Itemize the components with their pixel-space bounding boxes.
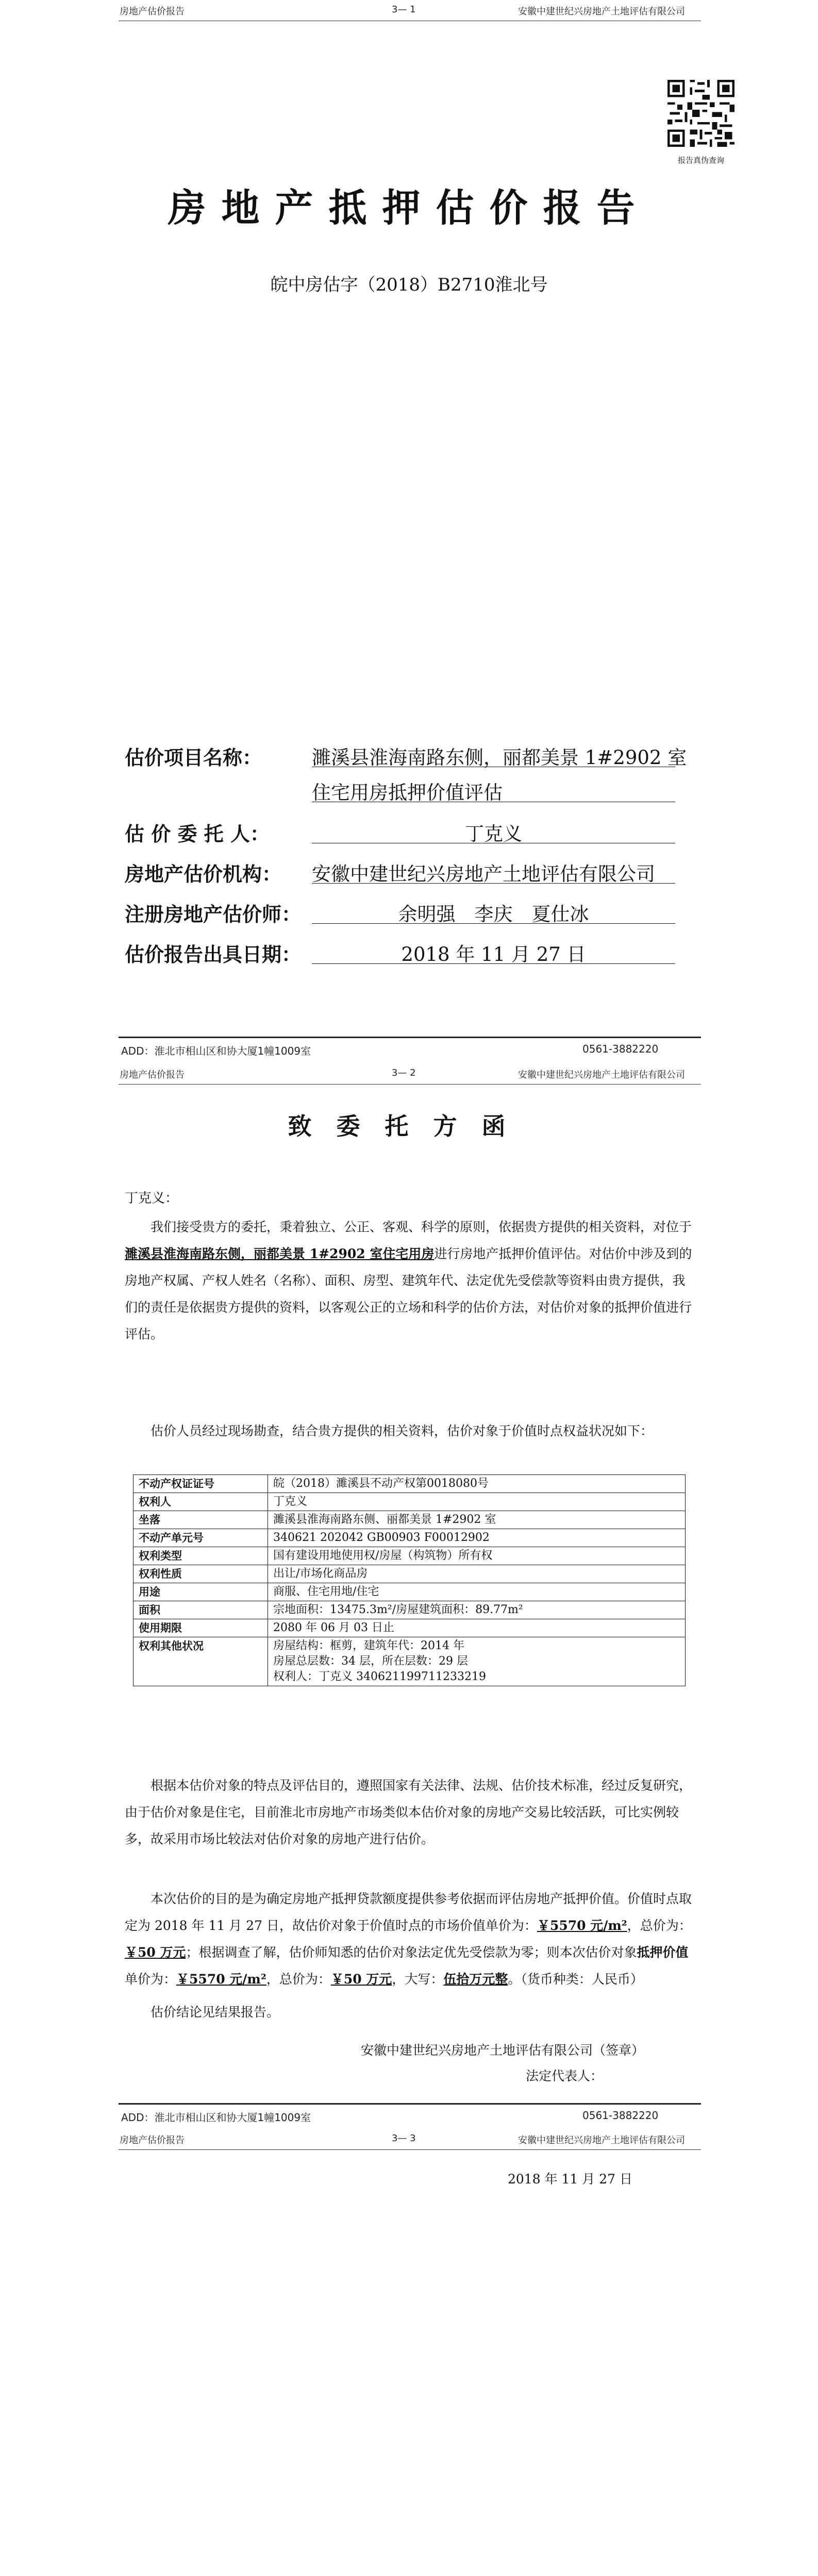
signer-company: 安徽中建世纪兴房地产土地评估有限公司（签章） (361, 2043, 645, 2058)
table-key: 权利人 (133, 1493, 268, 1511)
table-value (268, 1529, 686, 1547)
table-value-line: 出让/市场化商品房 (273, 1567, 368, 1580)
paragraph-text: 我们接受贵方的委托，秉着独立、公正、客观、科学的原则，依据贵方提供的相关资料，对位于 (151, 1219, 692, 1234)
paragraph-text: ；根据调查了解，估价师知悉的估价对象法定优先受偿款为零；则本次估价对象 (186, 1945, 637, 1960)
table-value-line: 房屋结构：框剪，建筑年代：2014 年 (273, 1639, 464, 1652)
table-value-line: 房屋总层数：34 层，所在层数：29 层 (273, 1655, 468, 1668)
paragraph-text: 单价为： (125, 1972, 177, 1987)
table-row (133, 1583, 686, 1601)
agency-value: 安徽中建世纪兴房地产土地评估有限公司 (312, 863, 655, 885)
paragraph-text: ，总价为： (627, 1918, 692, 1933)
paragraph-method: 根据本估价对象的特点及评估目的，遵照国家有关法律、法规、估价技术标准，经过反复研究，由于估价对象是住宅，目前淮北市房地产市场类似本估价对象的房地产交易比较活跃，可比实例较多，故采用市场比较法对估价对象的房地产进行估价。 (125, 1778, 692, 1846)
table-value (268, 1637, 686, 1686)
qr-code-icon[interactable] (665, 77, 737, 149)
table-value (268, 1475, 686, 1493)
legal-representative: 法定代表人： (526, 2069, 604, 2083)
paragraph-text: 。（货币种类：人民币） (508, 1972, 643, 1987)
project-value-line2: 住宅用房抵押价值评估 (312, 782, 503, 804)
mortgage-value-label: 抵押价值 (637, 1945, 689, 1960)
table-row (133, 1493, 686, 1511)
project-label: 估价项目名称： (125, 746, 262, 769)
total-price: ￥50 万元 (125, 1945, 186, 1960)
paragraph-text: 本次估价的目的是为确定房地产抵押贷款额度提供参考依据而评估房地产抵押价值。价值时点取定为 2018 年 11 月 27 日，故估价对象于价值时点的市场价值单价为： (125, 1891, 692, 1933)
property-address: 濉溪县淮海南路东侧，丽都美景 1#2902 室住宅用房 (125, 1246, 435, 1261)
appraisers-value: 余明强 李庆 夏仕冰 (398, 903, 589, 925)
page-header-left: 房地产估价报告 (120, 2135, 185, 2146)
table-value (268, 1619, 686, 1637)
table-value-line: 宗地面积：13475.3m²/房屋建筑面积：89.77m² (273, 1603, 523, 1616)
document-number: 皖中房估字（2018）B2710淮北号 (270, 275, 548, 295)
footer-phone: 0561-3882220 (582, 2109, 659, 2122)
page-header-right: 安徽中建世纪兴房地产土地评估有限公司 (518, 2135, 685, 2146)
amount-in-words: 伍拾万元整 (443, 1972, 508, 1987)
underline (312, 883, 675, 884)
table-value (268, 1511, 686, 1529)
salutation: 丁克义： (125, 1191, 179, 1206)
footer-rule (119, 1037, 701, 1038)
letter-title: 致委托方函 (288, 1112, 530, 1140)
qr-caption: 报告真伪查询 (677, 156, 724, 165)
page-number: 3— 2 (392, 1067, 416, 1078)
table-key: 不动产权证证号 (133, 1475, 268, 1493)
underline (312, 923, 675, 924)
table-row (133, 1547, 686, 1565)
footer-address: ADD：淮北市相山区和协大厦1幢1009室 (121, 1045, 311, 1057)
client-value: 丁克义 (465, 823, 522, 845)
paragraph-intro (125, 1214, 697, 1348)
table-value-line: 权利人：丁克义 340621199711233219 (273, 1670, 486, 1683)
unit-price: ￥5570 元/m² (537, 1918, 627, 1933)
table-key: 权利其他状况 (133, 1637, 268, 1686)
table-value-line: 濉溪县淮海南路东侧、丽都美景 1#2902 室 (273, 1513, 496, 1526)
page-number: 3— 3 (392, 2133, 416, 2144)
mortgage-unit-price: ￥5570 元/m² (176, 1972, 266, 1987)
table-value (268, 1493, 686, 1511)
date-label: 估价报告出具日期： (125, 943, 302, 966)
table-row (133, 1619, 686, 1637)
paragraph-status: 估价人员经过现场勘查，结合贵方提供的相关资料，估价对象于价值时点权益状况如下： (151, 1423, 654, 1438)
table-value-line: 皖（2018）濉溪县不动产权第0018080号 (273, 1477, 489, 1490)
paragraph-see-report: 估价结论见结果报告。 (151, 2005, 280, 2020)
table-value (268, 1565, 686, 1583)
letter-date: 2018 年 11 月 27 日 (508, 2172, 632, 2187)
table-row (133, 1475, 686, 1493)
page-header-right: 安徽中建世纪兴房地产土地评估有限公司 (518, 6, 685, 17)
footer-address: ADD：淮北市相山区和协大厦1幢1009室 (121, 2111, 311, 2124)
table-value-line: 340621 202042 GB00903 F00012902 (273, 1531, 490, 1544)
agency-label: 房地产估价机构： (125, 862, 282, 886)
table-row (133, 1529, 686, 1547)
table-row (133, 1565, 686, 1583)
table-value-line: 商服、住宅用地/住宅 (273, 1585, 379, 1598)
paragraph-conclusion (125, 1886, 697, 1993)
table-key: 面积 (133, 1601, 268, 1619)
table-value-line: 丁克义 (273, 1495, 308, 1508)
project-value-line1: 濉溪县淮海南路东侧，丽都美景 1#2902 室 (312, 747, 687, 769)
client-label: 估 价 委 托 人： (125, 822, 270, 845)
table-value (268, 1547, 686, 1565)
date-value: 2018 年 11 月 27 日 (401, 943, 586, 965)
table-row (133, 1637, 686, 1686)
page-header-right: 安徽中建世纪兴房地产土地评估有限公司 (518, 1070, 685, 1080)
page-header-left: 房地产估价报告 (120, 1070, 185, 1080)
table-value-line: 国有建设用地使用权/房屋（构筑物）所有权 (273, 1549, 493, 1562)
table-key: 用途 (133, 1583, 268, 1601)
table-row (133, 1511, 686, 1529)
footer-phone: 0561-3882220 (582, 1043, 659, 1055)
underline (312, 963, 675, 964)
table-value-line: 2080 年 06 月 03 日止 (273, 1621, 394, 1634)
footer-rule (119, 2103, 701, 2105)
table-value (268, 1601, 686, 1619)
report-title: 房地产抵押估价报告 (168, 186, 650, 230)
table-key: 使用期限 (133, 1619, 268, 1637)
rights-table (133, 1475, 686, 1686)
table-row (133, 1601, 686, 1619)
header-rule (119, 2149, 701, 2150)
table-key: 权利性质 (133, 1565, 268, 1583)
page-header-left: 房地产估价报告 (120, 6, 185, 17)
appraisers-label: 注册房地产估价师： (125, 903, 302, 926)
table-key: 不动产单元号 (133, 1529, 268, 1547)
paragraph-text: ，总价为： (266, 1972, 331, 1987)
paragraph-text: ，大写： (392, 1972, 444, 1987)
table-key: 坐落 (133, 1511, 268, 1529)
table-key: 权利类型 (133, 1547, 268, 1565)
mortgage-total-price: ￥50 万元 (330, 1972, 392, 1987)
paragraph-text: 进行房地产抵押价值评估。对估价中涉及到的房地产权属、产权人姓名（名称）、面积、房型、建筑年代、法定优先受偿款等资料由贵方提供，我们的责任是依据贵方提供的资料，以客观公正的立场和科学的估价方法，对估价对象的抵押价值进行评估。 (125, 1246, 692, 1342)
table-value (268, 1583, 686, 1601)
page-number: 3— 1 (392, 4, 416, 15)
